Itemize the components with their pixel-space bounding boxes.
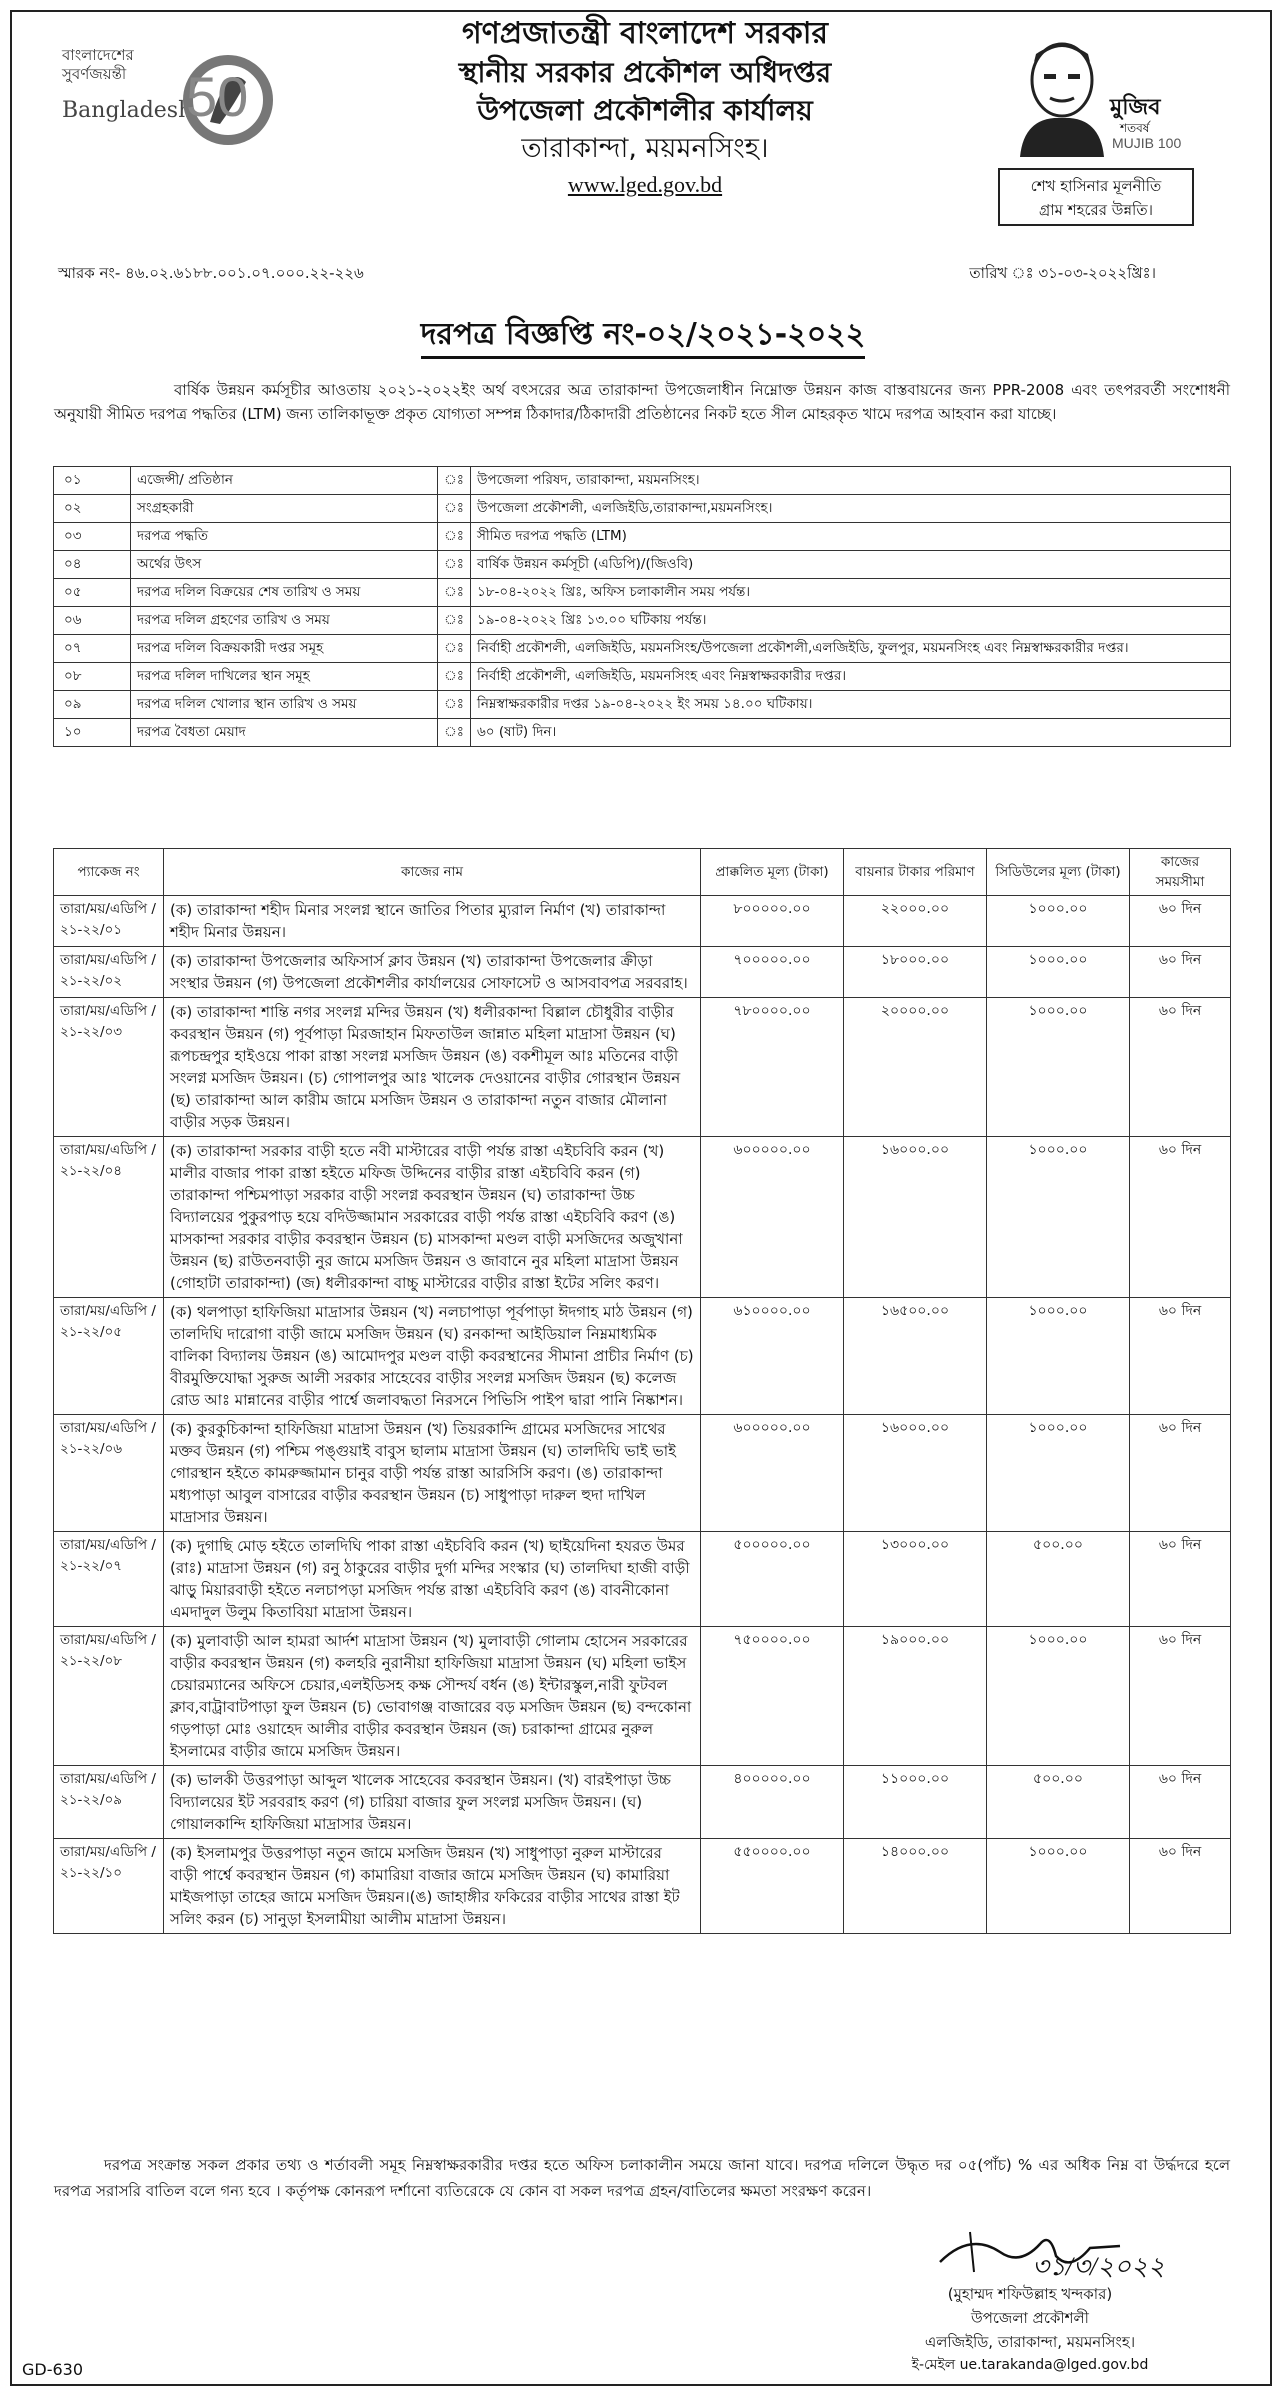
package-row xyxy=(54,896,1231,947)
estimated-cost: ৬১০০০০.০০ xyxy=(701,1298,844,1415)
fifty-emblem-icon xyxy=(180,32,280,162)
work-duration: ৬০ দিন xyxy=(1130,998,1231,1137)
info-row-value: বার্ষিক উন্নয়ন কর্মসূচী (এডিপি)/(জিওবি) xyxy=(471,551,1231,579)
package-number: তারা/ময়/এডিপি / ২১-২২/০১ xyxy=(54,896,164,947)
info-row-colon: ঃ xyxy=(438,635,471,663)
earnest-money: ১১০০০.০০ xyxy=(844,1766,987,1839)
earnest-money: ২২০০০.০০ xyxy=(844,896,987,947)
package-row xyxy=(54,1137,1231,1298)
slogan-box xyxy=(998,168,1194,226)
info-row xyxy=(54,719,1231,747)
office-titles xyxy=(300,14,990,202)
package-row xyxy=(54,947,1231,998)
info-row-label: দরপত্র পদ্ধতি xyxy=(131,523,438,551)
earnest-money: ১৬৫০০.০০ xyxy=(844,1298,987,1415)
logo-caption-1: বাংলাদেশের xyxy=(62,46,134,64)
mujib-text: মুজিব xyxy=(1110,95,1161,120)
info-row xyxy=(54,663,1231,691)
estimated-cost: ৭৫০০০০.০০ xyxy=(701,1627,844,1766)
info-row-value: ৬০ (ষাট) দিন। xyxy=(471,719,1231,747)
info-row-number: ০১ xyxy=(54,467,131,495)
work-duration: ৬০ দিন xyxy=(1130,947,1231,998)
info-row-value: নির্বাহী প্রকৌশলী, এলজিইডি, ময়মনসিংহ/উপজেলা প্রকৌশলী,এলজিইডি, ফুলপুর, ময়মনসিংহ এবং নিম্নস্বাক্ষরকারীর দপ্তর। xyxy=(471,635,1231,663)
info-row-value: ১৮-০৪-২০২২ খ্রিঃ, অফিস চলাকালীন সময় পর্যন্ত। xyxy=(471,579,1231,607)
info-row-number: ১০ xyxy=(54,719,131,747)
packages-body xyxy=(54,896,1231,1934)
col-estimate: প্রাক্কলিত মূল্য (টাকা) xyxy=(701,849,844,896)
earnest-money: ১৮০০০.০০ xyxy=(844,947,987,998)
work-description: (ক) কুরকুচিকান্দা হাফিজিয়া মাদ্রাসা উন্নয়ন (খ) তিয়রকান্দি গ্রামের মসজিদের সাথের মক্তব উন্নয়ন (গ) পশ্চিম পঙ্গুয়াই বাবুস ছালাম মাদ্রাসা উন্নয়ন (ঘ) তালদিঘি ভাই ভাই গোরস্থান হইতে কামরুজ্জামান চানুর বাড়ী পর্যন্ত রাস্তা আরসিসি করণ। (ঙ) তারাকান্দা মধ্যপাড়া আবুল বাসারের বাড়ীর কবরস্থান উন্নয়ন (চ) সাধুপাড়া দারুল হুদা দাখিল মাদ্রাসার উন্নয়ন। xyxy=(164,1415,701,1532)
package-number: তারা/ময়/এডিপি / ২১-২২/০৭ xyxy=(54,1532,164,1627)
terms-footnote: দরপত্র সংক্রান্ত সকল প্রকার তথ্য ও শর্তাবলী সমূহ নিম্নস্বাক্ষরকারীর দপ্তর হতে অফিস চলাকালীন সময়ে জানা যাবে। দরপত্র দলিলে উদ্ধৃত দর ০৫(পাঁচ) % এর অধিক নিম্ন বা উর্দ্ধদরে হলে দরপত্র সরাসরি বাতিল বলে গন্য হবে । কর্তৃপক্ষ কোনরূপ দর্শানো ব্যতিরেকে যে কোন বা সকল দরপত্র গ্রহন/বাতিলের ক্ষমতা সংরক্ষণ করেন। xyxy=(54,2156,1230,2200)
col-schedule: সিডিউলের মূল্য (টাকা) xyxy=(987,849,1130,896)
info-row-label: এজেন্সী/ প্রতিষ্ঠান xyxy=(131,467,438,495)
signatory-email[interactable]: ই-মেইল ue.tarakanda@lged.gov.bd xyxy=(911,2357,1149,2373)
package-number: তারা/ময়/এডিপি / ২১-২২/০৮ xyxy=(54,1627,164,1766)
package-row xyxy=(54,1415,1231,1532)
shotoborsho-text: শতবর্ষ xyxy=(1120,121,1150,135)
work-description: (ক) তারাকান্দা সরকার বাড়ী হতে নবী মাস্টারের বাড়ী পর্যন্ত রাস্তা এইচবিবি করন (খ) মালীর বাজার পাকা রাস্তা হইতে মফিজ উদ্দিনের বাড়ীর রাস্তা এইচবিবি করন (গ) তারাকান্দা পশ্চিমপাড়া সরকার বাড়ী সংলগ্ন কবরস্থান উন্নয়ন (ঘ) তারাকান্দা উচ্চ বিদ্যালয়ের পুকুরপাড় হয়ে বদিউজ্জামান সরকারের বাড়ী পর্যন্ত রাস্তা এইচবিবি করণ (ঙ) মাসকান্দা সরকার বাড়ীর কবরস্থান উন্নয়ন (চ) মাসকান্দা মণ্ডল বাড়ী মসজিদের অজুখানা উন্নয়ন (ছ) রাউতনবাড়ী নুর জামে মসজিদ উন্নয়ন ও জাবানে নুর মহিলা মাদ্রাসা উন্নয়ন (গোহাটা তারাকান্দা) (জ) ধলীরকান্দা বাচ্চু মাস্টারের বাড়ীর রাস্তা ইটের সলিং করণ। xyxy=(164,1137,701,1298)
mujib-100-text: MUJIB 100 xyxy=(1112,135,1182,151)
info-row-number: ০৫ xyxy=(54,579,131,607)
department-title: স্থানীয় সরকার প্রকৌশল অধিদপ্তর xyxy=(458,56,832,89)
schedule-price: ১০০০.০০ xyxy=(987,896,1130,947)
col-earnest: বায়নার টাকার পরিমাণ xyxy=(844,849,987,896)
info-row-label: অর্থের উৎস xyxy=(131,551,438,579)
estimated-cost: ৭৮০০০০.০০ xyxy=(701,998,844,1137)
work-duration: ৬০ দিন xyxy=(1130,1627,1231,1766)
info-row xyxy=(54,579,1231,607)
work-description: (ক) থলপাড়া হাফিজিয়া মাদ্রাসার উন্নয়ন (খ) নলচাপাড়া পূর্বপাড়া ঈদগাহ মাঠ উন্নয়ন (গ) তালদিঘি দারোগা বাড়ী জামে মসজিদ উন্নয়ন (ঘ) রনকান্দা আইডিয়াল নিম্নমাধ্যমিক বালিকা বিদ্যালয় উন্নয়ন (ঙ) আমোদপুর মণ্ডল বাড়ী কবরস্থানের সীমানা প্রাচীর নির্মাণ (চ) বীরমুক্তিযোদ্ধা সুরুজ আলী সরকার সাহেবের বাড়ীর সংলগ্ন মসজিদ উন্নয়ন (ছ) কলেজ রোড আঃ মান্নানের বাড়ীর পার্শ্বে জলাবদ্ধতা নিরসনে পিভিসি পাইপ দ্বারা পানি নিষ্কাশন। xyxy=(164,1298,701,1415)
logo-caption-2: সুবর্ণজয়ন্তী xyxy=(62,65,127,83)
govt-title: গণপ্রজাতন্ত্রী বাংলাদেশ সরকার xyxy=(462,16,828,51)
info-row xyxy=(54,607,1231,635)
notice-title-text: দরপত্র বিজ্ঞপ্তি নং-০২/২০২১-২০২২ xyxy=(421,317,866,359)
estimated-cost: ৪০০০০০.০০ xyxy=(701,1766,844,1839)
slogan-line-2: গ্রাম শহরের উন্নতি। xyxy=(1039,201,1153,219)
estimated-cost: ৬০০০০০.০০ xyxy=(701,1137,844,1298)
work-duration: ৬০ দিন xyxy=(1130,1766,1231,1839)
info-row xyxy=(54,691,1231,719)
info-row-label: দরপত্র বৈধতা মেয়াদ xyxy=(131,719,438,747)
info-row xyxy=(54,551,1231,579)
signature-date: ৩১/৩/২০২২ xyxy=(1032,2252,1165,2281)
schedule-price: ৫০০.০০ xyxy=(987,1532,1130,1627)
info-row-number: ০৩ xyxy=(54,523,131,551)
footer-code: GD-630 xyxy=(22,2360,84,2379)
earnest-money: ১৪০০০.০০ xyxy=(844,1839,987,1934)
work-duration: ৬০ দিন xyxy=(1130,1298,1231,1415)
info-row-value: নিম্নস্বাক্ষরকারীর দপ্তর ১৯-০৪-২০২২ ইং সময় ১৪.০০ ঘটিকায়। xyxy=(471,691,1231,719)
work-duration: ৬০ দিন xyxy=(1130,1532,1231,1627)
earnest-money: ১৩০০০.০০ xyxy=(844,1532,987,1627)
notice-date: তারিখ ঃ ৩১-০৩-২০২২খ্রিঃ। xyxy=(969,264,1156,282)
info-row-label: দরপত্র দলিল বিক্রয়ের শেষ তারিখ ও সময় xyxy=(131,579,438,607)
work-duration: ৬০ দিন xyxy=(1130,896,1231,947)
info-row-label: দরপত্র দলিল খোলার স্থান তারিখ ও সময় xyxy=(131,691,438,719)
earnest-money: ১৬০০০.০০ xyxy=(844,1137,987,1298)
info-row-value: উপজেলা প্রকৌশলী, এলজিইডি,তারাকান্দা,ময়মনসিংহ। xyxy=(471,495,1231,523)
schedule-price: ১০০০.০০ xyxy=(987,1627,1130,1766)
slogan-line-1: শেখ হাসিনার মূলনীতি xyxy=(1030,177,1162,195)
schedule-price: ১০০০.০০ xyxy=(987,1298,1130,1415)
info-row-colon: ঃ xyxy=(438,663,471,691)
package-row xyxy=(54,998,1231,1137)
info-row xyxy=(54,467,1231,495)
memo-number: স্মারক নং- ৪৬.০২.৬১৮৮.০০১.০৭.০০০.২২-২২৬ xyxy=(58,264,364,282)
work-description: (ক) দুগাছি মোড় হইতে তালদিঘি পাকা রাস্তা এইচবিবি করন (খ) ছাইয়েদিনা হযরত উমর (রাঃ) মাদ্রাসা উন্নয়ন (গ) রনু ঠাকুরের বাড়ীর দুর্গা মন্দির সংস্কার (ঘ) তালদিঘা হাজী বাড়ী ঝাড়ু মিয়ারবাড়ী হইতে নলচাপড়া মসজিদ পর্যন্ত রাস্তা এইচবিবি করণ (ঙ) বাবনীকোনা এমদাদুল উলুম কিতাবিয়া মাদ্রাসা উন্নয়ন। xyxy=(164,1532,701,1627)
info-row-number: ০২ xyxy=(54,495,131,523)
info-row-colon: ঃ xyxy=(438,607,471,635)
tender-info-body xyxy=(54,467,1231,747)
col-work: কাজের নাম xyxy=(164,849,701,896)
estimated-cost: ৬০০০০০.০০ xyxy=(701,1415,844,1532)
info-row-label: সংগ্রহকারী xyxy=(131,495,438,523)
package-row xyxy=(54,1627,1231,1766)
info-row-number: ০৯ xyxy=(54,691,131,719)
earnest-money: ২০০০০.০০ xyxy=(844,998,987,1137)
earnest-money: ১৬০০০.০০ xyxy=(844,1415,987,1532)
info-row-colon: ঃ xyxy=(438,495,471,523)
work-description: (ক) তারাকান্দা শহীদ মিনার সংলগ্ন স্থানে জাতির পিতার ম্যুরাল নির্মাণ (খ) তারাকান্দা শহীদ মিনার উন্নয়ন। xyxy=(164,896,701,947)
info-row-colon: ঃ xyxy=(438,719,471,747)
package-number: তারা/ময়/এডিপি / ২১-২২/০৬ xyxy=(54,1415,164,1532)
work-description: (ক) তারাকান্দা শান্তি নগর সংলগ্ন মন্দির উন্নয়ন (খ) ধলীরকান্দা বিল্লাল চৌধুরীর বাড়ীর কবরস্থান উন্নয়ন (গ) পূর্বপাড়া মিরজাহান মিফতাউল জান্নাত মহিলা মাদ্রাসা উন্নয়ন (ঘ) রূপচন্দ্রপুর হাইওয়ে পাকা রাস্তা সংলগ্ন মসজিদ উন্নয়ন (ঙ) বকশীমূল আঃ মতিনের বাড়ী সংলগ্ন মসজিদ উন্নয়ন। (চ) গোপালপুর আঃ খালেক দেওয়ানের বাড়ীর গোরস্থান উন্নয়ন (ছ) তারাকান্দা আল কারীম জামে মসজিদ উন্নয়ন ও তারাকান্দা নতুন বাজার মৌলানা বাড়ীর সড়ক উন্নয়ন। xyxy=(164,998,701,1137)
package-row xyxy=(54,1766,1231,1839)
estimated-cost: ৭০০০০০.০০ xyxy=(701,947,844,998)
office-title: উপজেলা প্রকৌশলীর কার্যালয় xyxy=(477,94,813,127)
golden-jubilee-logo xyxy=(62,32,282,162)
info-row xyxy=(54,523,1231,551)
package-number: তারা/ময়/এডিপি / ২১-২২/০৩ xyxy=(54,998,164,1137)
info-row-colon: ঃ xyxy=(438,467,471,495)
info-row xyxy=(54,495,1231,523)
signature-block xyxy=(860,2222,1200,2376)
work-description: (ক) ভালকী উত্তরপাড়া আব্দুল খালেক সাহেবের কবরস্থান উন্নয়ন। (খ) বারইপাড়া উচ্চ বিদ্যালয়ের ইট সরবরাহ করণ (গ) চারিয়া বাজার ফুল সংলগ্ন মসজিদ উন্নয়ন। (ঘ) গোয়ালকান্দি হাফিজিয়া মাদ্রাসার উন্নয়ন। xyxy=(164,1766,701,1839)
work-duration: ৬০ দিন xyxy=(1130,1137,1231,1298)
schedule-price: ১০০০.০০ xyxy=(987,998,1130,1137)
work-duration: ৬০ দিন xyxy=(1130,1839,1231,1934)
info-row-colon: ঃ xyxy=(438,579,471,607)
estimated-cost: ৮০০০০০.০০ xyxy=(701,896,844,947)
schedule-price: ১০০০.০০ xyxy=(987,1415,1130,1532)
notice-title xyxy=(0,310,1286,361)
package-row xyxy=(54,1298,1231,1415)
signatory-office: এলজিইডি, তারাকান্দা, ময়মনসিংহ। xyxy=(924,2333,1136,2351)
info-row-number: ০৪ xyxy=(54,551,131,579)
work-description: (ক) ইসলামপুর উত্তরপাড়া নতুন জামে মসজিদ উন্নয়ন (খ) সাধুপাড়া নুরুল মাস্টারের বাড়ী পার্শ্বে কবরস্থান উন্নয়ন (গ) কামারিয়া বাজার জামে মসজিদ উন্নয়ন (ঘ) কামারিয়া মাইজপাড়া তাহের জামে মসজিদ উন্নয়ন।(ঙ) জাহাঙ্গীর ফকিরের বাড়ীর সাথের রাস্তা ইট সলিং করন (চ) সানুড়া ইসলামীয়া আলীম মাদ্রাসা উন্নয়ন। xyxy=(164,1839,701,1934)
earnest-money: ১৯০০০.০০ xyxy=(844,1627,987,1766)
estimated-cost: ৫৫০০০০.০০ xyxy=(701,1839,844,1934)
letterhead xyxy=(0,14,1286,229)
signatory-designation: উপজেলা প্রকৌশলী xyxy=(971,2309,1089,2327)
schedule-price: ১০০০.০০ xyxy=(987,1839,1130,1934)
schedule-price: ১০০০.০০ xyxy=(987,947,1130,998)
office-location: তারাকান্দা, ময়মনসিংহ। xyxy=(521,133,769,164)
logo-number: 50 xyxy=(186,65,249,128)
info-row-colon: ঃ xyxy=(438,691,471,719)
schedule-price: ৫০০.০০ xyxy=(987,1766,1130,1839)
info-row-number: ০৭ xyxy=(54,635,131,663)
package-number: তারা/ময়/এডিপি / ২১-২২/০৪ xyxy=(54,1137,164,1298)
info-row-colon: ঃ xyxy=(438,551,471,579)
package-number: তারা/ময়/এডিপি / ২১-২২/০৫ xyxy=(54,1298,164,1415)
info-row-value: সীমিত দরপত্র পদ্ধতি (LTM) xyxy=(471,523,1231,551)
packages-table xyxy=(53,848,1231,1934)
package-number: তারা/ময়/এডিপি / ২১-২২/১০ xyxy=(54,1839,164,1934)
work-description: (ক) মুলাবাড়ী আল হামরা আর্দশ মাদ্রাসা উন্নয়ন (খ) মুলাবাড়ী গোলাম হোসেন সরকারের বাড়ীর কবরস্থান উন্নয়ন (গ) কলহরি নুরানীয়া হাফিজিয়া মাদ্রাসা উন্নয়ন (ঘ) মহিলা ভাইস চেয়ারম্যানের অফিসে চেয়ার,এলইডিসহ কক্ষ সৌন্দর্য বর্ধন (ঙ) ইন্টারস্কুল,নারী ফুটবল ক্লাব,বাট্রাবাটপাড়া ফুল উন্নয়ন (চ) ভোবাগঞ্জ বাজারের বড় মসজিদ উন্নয়ন (ছ) বন্দকোনা গড়পাড়া মোঃ ওয়াহেদ আলীর বাড়ীর কবরস্থান উন্নয়ন (জ) চরাকান্দা গ্রামের নুরুল ইসলামের বাড়ীর জামে মসজিদ উন্নয়ন। xyxy=(164,1627,701,1766)
logo-country: Bangladesh xyxy=(62,98,193,123)
package-row xyxy=(54,1839,1231,1934)
packages-header-row xyxy=(54,849,1231,896)
mujib-100-logo xyxy=(1000,32,1190,157)
info-row xyxy=(54,635,1231,663)
signatory-name: (মুহাম্মদ শফিউল্লাহ খন্দকার) xyxy=(947,2285,1113,2303)
schedule-price: ১০০০.০০ xyxy=(987,1137,1130,1298)
website-link[interactable]: www.lged.gov.bd xyxy=(567,172,723,197)
intro-paragraph: বার্ষিক উন্নয়ন কর্মসূচীর আওতায় ২০২১-২০২২ইং অর্থ বৎসরের অত্র তারাকান্দা উপজেলাধীন নিম্নোক্ত উন্নয়ন কাজ বাস্তবায়নের জন্য PPR-2008 এবং তৎপরবর্তী সংশোধনী অনুযায়ী সীমিত দরপত্র পদ্ধতির (LTM) জন্য তালিকাভূক্ত প্রকৃত যোগ্যতা সম্পন্ন ঠিকাদার/ঠিকাদারী প্রতিষ্ঠানের নিকট হতে সীল মোহরকৃত খামে দরপত্র আহবান করা যাচ্ছে। xyxy=(54,381,1230,423)
info-row-colon: ঃ xyxy=(438,523,471,551)
info-row-number: ০৬ xyxy=(54,607,131,635)
estimated-cost: ৫০০০০০.০০ xyxy=(701,1532,844,1627)
info-row-label: দরপত্র দলিল বিক্রয়কারী দপ্তর সমূহ xyxy=(131,635,438,663)
package-row xyxy=(54,1532,1231,1627)
portrait-icon xyxy=(1020,44,1104,157)
info-row-value: উপজেলা পরিষদ, তারাকান্দা, ময়মনসিংহ। xyxy=(471,467,1231,495)
info-row-label: দরপত্র দলিল গ্রহণের তারিখ ও সময় xyxy=(131,607,438,635)
tender-info-table xyxy=(53,466,1231,747)
info-row-value: ১৯-০৪-২০২২ খ্রিঃ ১৩.০০ ঘটিকায় পর্যন্ত। xyxy=(471,607,1231,635)
package-number: তারা/ময়/এডিপি / ২১-২২/০৯ xyxy=(54,1766,164,1839)
info-row-number: ০৮ xyxy=(54,663,131,691)
package-number: তারা/ময়/এডিপি / ২১-২২/০২ xyxy=(54,947,164,998)
col-package: প্যাকেজ নং xyxy=(54,849,164,896)
info-row-label: দরপত্র দলিল দাখিলের স্থান সমূহ xyxy=(131,663,438,691)
work-duration: ৬০ দিন xyxy=(1130,1415,1231,1532)
info-row-value: নির্বাহী প্রকৌশলী, এলজিইডি, ময়মনসিংহ এবং নিম্নস্বাক্ষরকারীর দপ্তর। xyxy=(471,663,1231,691)
work-description: (ক) তারাকান্দা উপজেলার অফিসার্স ক্লাব উন্নয়ন (খ) তারাকান্দা উপজেলার ক্রীড়া সংস্থার উন্নয়ন (গ) উপজেলা প্রকৌশলীর কার্যালয়ের সোফাসেট ও আসবাবপত্র সরবরাহ। xyxy=(164,947,701,998)
col-duration: কাজের সময়সীমা xyxy=(1130,849,1231,896)
